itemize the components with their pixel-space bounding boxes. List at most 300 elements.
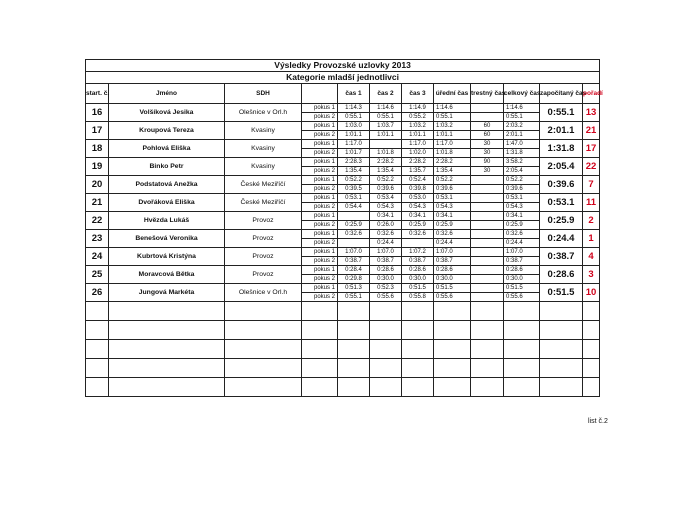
official-time: 0:55.6 (434, 293, 471, 302)
attempt-label: pokus 1 (302, 194, 338, 203)
col-sdh-header: SDH (225, 84, 302, 104)
empty-cell (402, 359, 434, 378)
results-table (85, 59, 603, 397)
official-time: 0:30.0 (434, 275, 471, 284)
empty-cell (370, 378, 402, 397)
attempt-label: pokus 1 (302, 266, 338, 275)
empty-cell (225, 302, 302, 321)
time-3: 0:38.7 (402, 257, 434, 266)
empty-cell (109, 359, 225, 378)
rank: 2 (583, 212, 600, 230)
time-1: 0:29.8 (338, 275, 370, 284)
total-time: 2:03.2 (504, 122, 540, 131)
official-time: 0:34.1 (434, 212, 471, 221)
empty-row (86, 340, 600, 359)
empty-cell (338, 378, 370, 397)
start-number: 22 (86, 212, 109, 230)
total-time: 1:47.0 (504, 140, 540, 149)
competitor-name: Kubrtová Kristýna (109, 248, 225, 266)
penalty-time (471, 212, 504, 221)
official-time: 2:28.2 (434, 158, 471, 167)
time-2: 0:52.2 (370, 176, 402, 185)
table-row (86, 284, 600, 293)
category-title: Kategorie mladší jednotlivci (86, 72, 600, 84)
header-row (86, 84, 600, 104)
official-time: 1:14.6 (434, 104, 471, 113)
penalty-time: 60 (471, 131, 504, 140)
penalty-time (471, 104, 504, 113)
penalty-time: 30 (471, 140, 504, 149)
time-1: 0:28.4 (338, 266, 370, 275)
counted-time: 0:51.5 (540, 284, 583, 302)
attempt-label: pokus 1 (302, 140, 338, 149)
col-name-header: Jméno (109, 84, 225, 104)
attempt-label: pokus 2 (302, 203, 338, 212)
competitor-name: Podstatová Anežka (109, 176, 225, 194)
empty-cell (402, 321, 434, 340)
empty-cell (583, 378, 600, 397)
time-2: 0:39.6 (370, 185, 402, 194)
table-row (86, 266, 600, 275)
empty-cell (540, 359, 583, 378)
competitor-name: Dvořáková Eliška (109, 194, 225, 212)
penalty-time: 90 (471, 158, 504, 167)
attempt-label: pokus 2 (302, 221, 338, 230)
empty-cell (540, 378, 583, 397)
official-time: 1:01.1 (434, 131, 471, 140)
table-row (86, 104, 600, 113)
start-number: 16 (86, 104, 109, 122)
time-3: 1:03.2 (402, 122, 434, 131)
time-2: 2:28.2 (370, 158, 402, 167)
total-time: 0:51.5 (504, 284, 540, 293)
time-2: 0:26.0 (370, 221, 402, 230)
attempt-label: pokus 1 (302, 122, 338, 131)
empty-cell (225, 359, 302, 378)
penalty-time (471, 239, 504, 248)
time-1: 0:55.1 (338, 113, 370, 122)
col-time1-header: čas 1 (338, 84, 370, 104)
time-3: 2:28.2 (402, 158, 434, 167)
official-time: 0:25.9 (434, 221, 471, 230)
empty-row (86, 378, 600, 397)
official-time: 1:35.4 (434, 167, 471, 176)
time-1: 1:01.7 (338, 149, 370, 158)
page-title: Výsledky Provozské uzlovky 2013 (86, 60, 600, 72)
attempt-label: pokus 2 (302, 275, 338, 284)
counted-time: 2:05.4 (540, 158, 583, 176)
penalty-time (471, 194, 504, 203)
attempt-label: pokus 1 (302, 248, 338, 257)
table-row (86, 122, 600, 131)
total-time: 2:01.1 (504, 131, 540, 140)
empty-cell (471, 340, 504, 359)
time-2: 0:38.7 (370, 257, 402, 266)
time-2: 0:28.6 (370, 266, 402, 275)
time-2: 0:34.1 (370, 212, 402, 221)
empty-cell (302, 359, 338, 378)
empty-cell (338, 340, 370, 359)
col-attempt-header (302, 84, 338, 104)
time-2: 0:53.4 (370, 194, 402, 203)
time-2: 0:30.0 (370, 275, 402, 284)
official-time: 0:28.6 (434, 266, 471, 275)
counted-time: 0:55.1 (540, 104, 583, 122)
empty-row (86, 359, 600, 378)
time-1: 0:39.5 (338, 185, 370, 194)
penalty-time (471, 257, 504, 266)
start-number: 21 (86, 194, 109, 212)
attempt-label: pokus 1 (302, 158, 338, 167)
time-3: 0:54.3 (402, 203, 434, 212)
rank: 3 (583, 266, 600, 284)
attempt-label: pokus 2 (302, 239, 338, 248)
start-number: 18 (86, 140, 109, 158)
col-counted-header: započítaný čas (540, 84, 583, 104)
time-3: 1:02.0 (402, 149, 434, 158)
counted-time: 0:39.6 (540, 176, 583, 194)
empty-cell (434, 340, 471, 359)
competitor-name: Pohlová Eliška (109, 140, 225, 158)
empty-cell (504, 302, 540, 321)
time-3: 1:35.7 (402, 167, 434, 176)
empty-cell (540, 321, 583, 340)
official-time: 0:51.5 (434, 284, 471, 293)
time-1: 1:03.0 (338, 122, 370, 131)
time-3: 0:32.6 (402, 230, 434, 239)
total-time: 0:52.2 (504, 176, 540, 185)
time-1: 0:53.1 (338, 194, 370, 203)
rank: 10 (583, 284, 600, 302)
start-number: 24 (86, 248, 109, 266)
time-3: 0:53.0 (402, 194, 434, 203)
rank: 17 (583, 140, 600, 158)
empty-cell (338, 321, 370, 340)
penalty-time (471, 230, 504, 239)
time-1: 2:28.3 (338, 158, 370, 167)
penalty-time: 30 (471, 167, 504, 176)
penalty-time: 60 (471, 122, 504, 131)
penalty-time (471, 203, 504, 212)
empty-cell (302, 302, 338, 321)
total-time: 0:30.0 (504, 275, 540, 284)
time-1: 1:35.4 (338, 167, 370, 176)
empty-cell (86, 321, 109, 340)
empty-cell (302, 321, 338, 340)
time-3: 0:55.2 (402, 113, 434, 122)
col-official-header: úřední čas (434, 84, 471, 104)
competitor-name: Hvězda Lukáš (109, 212, 225, 230)
counted-time: 0:38.7 (540, 248, 583, 266)
empty-cell (434, 378, 471, 397)
penalty-time (471, 293, 504, 302)
time-1: 0:54.4 (338, 203, 370, 212)
attempt-label: pokus 2 (302, 257, 338, 266)
table-row (86, 176, 600, 185)
time-2: 0:24.4 (370, 239, 402, 248)
penalty-time (471, 248, 504, 257)
competitor-name: Benešová Veronika (109, 230, 225, 248)
official-time: 0:24.4 (434, 239, 471, 248)
sdh-club: Kvasiny (225, 140, 302, 158)
empty-cell (583, 321, 600, 340)
time-3: 1:07.2 (402, 248, 434, 257)
time-2: 1:14.6 (370, 104, 402, 113)
empty-cell (402, 378, 434, 397)
time-3: 0:55.8 (402, 293, 434, 302)
col-total-header: celkový čas (504, 84, 540, 104)
counted-time: 0:53.1 (540, 194, 583, 212)
counted-time: 0:24.4 (540, 230, 583, 248)
total-time: 0:38.7 (504, 257, 540, 266)
counted-time: 1:31.8 (540, 140, 583, 158)
start-number: 26 (86, 284, 109, 302)
counted-time: 0:28.6 (540, 266, 583, 284)
empty-cell (504, 359, 540, 378)
total-time: 0:55.6 (504, 293, 540, 302)
time-3: 1:01.1 (402, 131, 434, 140)
time-2 (370, 140, 402, 149)
penalty-time: 30 (471, 149, 504, 158)
time-2: 0:55.1 (370, 113, 402, 122)
table-row (86, 230, 600, 239)
start-number: 19 (86, 158, 109, 176)
start-number: 25 (86, 266, 109, 284)
attempt-label: pokus 1 (302, 212, 338, 221)
empty-cell (86, 302, 109, 321)
empty-cell (86, 359, 109, 378)
table-row (86, 194, 600, 203)
sdh-club: Olešnice v Orl.h (225, 284, 302, 302)
empty-cell (434, 321, 471, 340)
total-time: 0:24.4 (504, 239, 540, 248)
empty-cell (225, 378, 302, 397)
official-time: 0:38.7 (434, 257, 471, 266)
empty-row (86, 302, 600, 321)
total-time: 1:07.0 (504, 248, 540, 257)
col-rank-header: pořadí (583, 84, 600, 104)
rank: 13 (583, 104, 600, 122)
empty-cell (471, 321, 504, 340)
empty-cell (583, 340, 600, 359)
empty-cell (583, 302, 600, 321)
time-3: 0:51.5 (402, 284, 434, 293)
time-1: 0:32.6 (338, 230, 370, 239)
table-row (86, 158, 600, 167)
start-number: 23 (86, 230, 109, 248)
time-2: 0:32.6 (370, 230, 402, 239)
penalty-time (471, 176, 504, 185)
time-1 (338, 212, 370, 221)
time-2: 1:07.0 (370, 248, 402, 257)
empty-cell (402, 340, 434, 359)
official-time: 0:55.1 (434, 113, 471, 122)
empty-cell (370, 359, 402, 378)
time-3: 1:17.0 (402, 140, 434, 149)
official-time: 0:54.3 (434, 203, 471, 212)
total-time: 0:39.6 (504, 185, 540, 194)
time-2: 1:01.8 (370, 149, 402, 158)
time-3: 1:14.9 (402, 104, 434, 113)
total-time: 0:54.3 (504, 203, 540, 212)
table-row (86, 212, 600, 221)
start-number: 17 (86, 122, 109, 140)
official-time: 1:01.8 (434, 149, 471, 158)
time-3: 0:34.1 (402, 212, 434, 221)
empty-cell (434, 359, 471, 378)
empty-cell (402, 302, 434, 321)
time-1: 1:14.3 (338, 104, 370, 113)
sdh-club: Provoz (225, 212, 302, 230)
attempt-label: pokus 1 (302, 176, 338, 185)
sdh-club: Provoz (225, 230, 302, 248)
sdh-club: České Meziříčí (225, 194, 302, 212)
col-time3-header: čas 3 (402, 84, 434, 104)
empty-cell (109, 340, 225, 359)
attempt-label: pokus 2 (302, 293, 338, 302)
official-time: 0:39.6 (434, 185, 471, 194)
official-time: 1:17.0 (434, 140, 471, 149)
empty-cell (370, 340, 402, 359)
rank: 11 (583, 194, 600, 212)
time-1: 1:17.0 (338, 140, 370, 149)
empty-cell (302, 340, 338, 359)
time-2: 0:52.3 (370, 284, 402, 293)
time-2: 1:03.7 (370, 122, 402, 131)
time-2: 1:01.1 (370, 131, 402, 140)
table-row (86, 248, 600, 257)
rank: 22 (583, 158, 600, 176)
time-2: 0:55.6 (370, 293, 402, 302)
penalty-time (471, 185, 504, 194)
official-time: 1:03.2 (434, 122, 471, 131)
attempt-label: pokus 1 (302, 104, 338, 113)
total-time: 0:53.1 (504, 194, 540, 203)
total-time: 1:14.6 (504, 104, 540, 113)
rank: 21 (583, 122, 600, 140)
sdh-club: Provoz (225, 266, 302, 284)
empty-cell (109, 378, 225, 397)
time-3: 0:39.8 (402, 185, 434, 194)
total-time: 0:55.1 (504, 113, 540, 122)
competitor-name: Kroupová Tereza (109, 122, 225, 140)
empty-cell (370, 321, 402, 340)
time-1: 1:07.0 (338, 248, 370, 257)
attempt-label: pokus 1 (302, 230, 338, 239)
time-1 (338, 239, 370, 248)
official-time: 0:32.6 (434, 230, 471, 239)
total-time: 2:05.4 (504, 167, 540, 176)
sdh-club: České Meziříčí (225, 176, 302, 194)
empty-cell (338, 359, 370, 378)
empty-cell (370, 302, 402, 321)
time-2: 1:35.4 (370, 167, 402, 176)
table-row (86, 140, 600, 149)
competitor-name: Moravcová Bětka (109, 266, 225, 284)
attempt-label: pokus 2 (302, 113, 338, 122)
total-time: 0:34.1 (504, 212, 540, 221)
counted-time: 0:25.9 (540, 212, 583, 230)
total-time: 0:28.6 (504, 266, 540, 275)
time-1: 0:38.7 (338, 257, 370, 266)
penalty-time (471, 275, 504, 284)
empty-cell (504, 321, 540, 340)
sdh-club: Olešnice v Orl.h (225, 104, 302, 122)
attempt-label: pokus 2 (302, 149, 338, 158)
empty-cell (471, 302, 504, 321)
start-number: 20 (86, 176, 109, 194)
time-1: 0:25.9 (338, 221, 370, 230)
empty-row (86, 321, 600, 340)
empty-cell (583, 359, 600, 378)
attempt-label: pokus 2 (302, 185, 338, 194)
empty-cell (225, 340, 302, 359)
penalty-time (471, 113, 504, 122)
empty-cell (109, 302, 225, 321)
rank: 1 (583, 230, 600, 248)
official-time: 0:53.1 (434, 194, 471, 203)
penalty-time (471, 221, 504, 230)
time-3: 0:28.6 (402, 266, 434, 275)
empty-cell (471, 378, 504, 397)
penalty-time (471, 284, 504, 293)
col-penalty-header: trestný čas (471, 84, 504, 104)
empty-cell (540, 302, 583, 321)
sdh-club: Kvasiny (225, 158, 302, 176)
counted-time: 2:01.1 (540, 122, 583, 140)
penalty-time (471, 266, 504, 275)
rank: 4 (583, 248, 600, 266)
competitor-name: Jungová Markéta (109, 284, 225, 302)
total-time: 0:32.6 (504, 230, 540, 239)
total-time: 0:25.9 (504, 221, 540, 230)
empty-cell (86, 340, 109, 359)
empty-cell (504, 378, 540, 397)
competitor-name: Binko Petr (109, 158, 225, 176)
empty-cell (540, 340, 583, 359)
attempt-label: pokus 2 (302, 167, 338, 176)
col-start-header: start. č. (86, 84, 109, 104)
time-1: 0:51.3 (338, 284, 370, 293)
time-1: 0:55.1 (338, 293, 370, 302)
results-sheet (85, 59, 603, 397)
rank: 7 (583, 176, 600, 194)
time-3: 0:25.9 (402, 221, 434, 230)
time-3: 0:30.0 (402, 275, 434, 284)
time-1: 1:01.1 (338, 131, 370, 140)
official-time: 1:07.0 (434, 248, 471, 257)
time-2: 0:54.3 (370, 203, 402, 212)
col-time2-header: čas 2 (370, 84, 402, 104)
time-3: 0:52.4 (402, 176, 434, 185)
empty-cell (302, 378, 338, 397)
empty-cell (471, 359, 504, 378)
empty-cell (434, 302, 471, 321)
total-time: 3:58.2 (504, 158, 540, 167)
time-3 (402, 239, 434, 248)
empty-cell (504, 340, 540, 359)
sdh-club: Provoz (225, 248, 302, 266)
official-time: 0:52.2 (434, 176, 471, 185)
competitor-name: Volšíková Jesika (109, 104, 225, 122)
empty-cell (86, 378, 109, 397)
empty-cell (225, 321, 302, 340)
page-number: list č.2 (588, 418, 608, 425)
attempt-label: pokus 2 (302, 131, 338, 140)
sdh-club: Kvasiny (225, 122, 302, 140)
empty-cell (109, 321, 225, 340)
empty-cell (338, 302, 370, 321)
